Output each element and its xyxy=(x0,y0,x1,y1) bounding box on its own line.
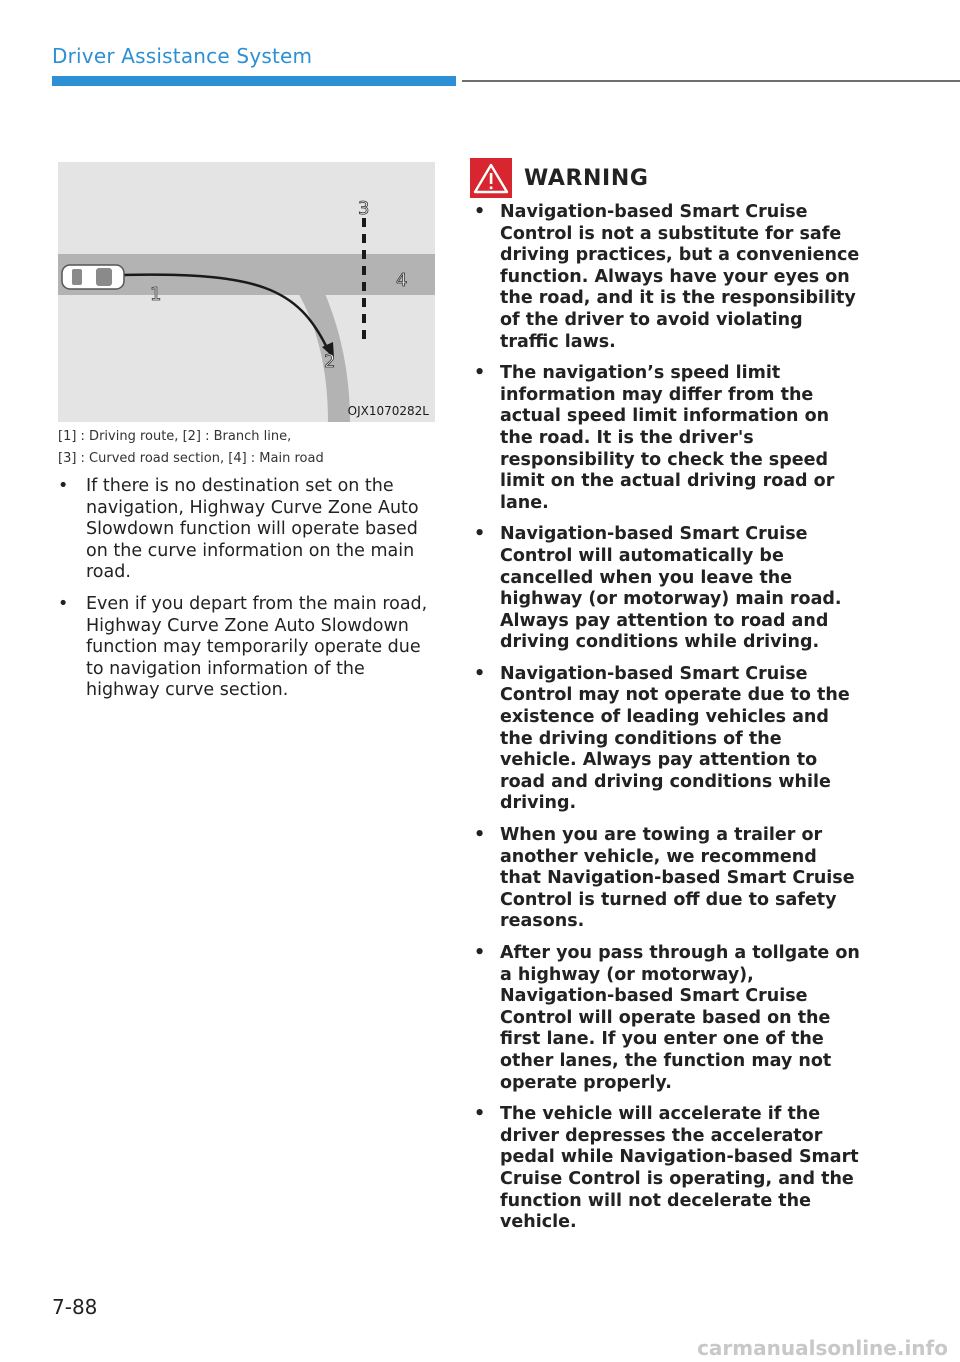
watermark: carmanualsonline.info xyxy=(697,1336,948,1360)
callout-1: 1 xyxy=(150,284,162,305)
callout-4: 4 xyxy=(396,270,408,291)
list-item: • The navigation’s speed limit information may differ from the actual speed limit information on the road. It is the driver's responsibility to check the speed limit on the actual driving road or lane. xyxy=(472,363,862,514)
car-icon xyxy=(62,265,124,289)
list-item: • Even if you depart from the main road, Highway Curve Zone Auto Slowdown function may temporarily operate due to navigation information of the highway curve section. xyxy=(58,594,438,702)
list-item: • The vehicle will accelerate if the driver depresses the accelerator pedal while Navigation-based Smart Cruise Control is operating, and the function will not decelerate the vehicle. xyxy=(472,1104,862,1234)
caption-line-1: [1] : Driving route, [2] : Branch line, xyxy=(58,429,292,444)
caption-line-2: [3] : Curved road section, [4] : Main road xyxy=(58,451,324,466)
list-item: • After you pass through a tollgate on a highway (or motorway), Navigation-based Smart Cruise Control will operate based on the first lane. If you enter one of the other lanes, the function may not operate properly. xyxy=(472,943,862,1094)
section-title: Driver Assistance System xyxy=(52,44,313,68)
warning-icon xyxy=(470,158,512,198)
figure-caption xyxy=(58,426,448,470)
warning-title: WARNING xyxy=(524,165,649,191)
road-diagram-figure xyxy=(58,162,435,422)
list-item: • Navigation-based Smart Cruise Control may not operate due to the existence of leading vehicles and the driving conditions of the vehicle. Always pay attention to road and driving conditions while driving. xyxy=(472,664,862,815)
list-item: • If there is no destination set on the navigation, Highway Curve Zone Auto Slowdown function will operate based on the curve information on the main road. xyxy=(58,476,438,584)
warning-list xyxy=(472,202,862,1244)
page-number: 7-88 xyxy=(52,1295,98,1319)
list-item: • When you are towing a trailer or another vehicle, we recommend that Navigation-based Smart Cruise Control is turned off due to safety reasons. xyxy=(472,825,862,933)
callout-2: 2 xyxy=(324,351,336,372)
callout-3: 3 xyxy=(358,198,370,219)
list-item: • Navigation-based Smart Cruise Control will automatically be cancelled when you leave the highway (or motorway) main road. Always pay attention to road and driving conditions while driving. xyxy=(472,524,862,654)
list-item: • Navigation-based Smart Cruise Control is not a substitute for safe driving practices, but a convenience function. Always have your eyes on the road, and it is the responsibility of the driver to avoid violating traffic laws. xyxy=(472,202,862,353)
figure-code: OJX1070282L xyxy=(347,404,429,418)
header-accent-bar xyxy=(52,76,456,86)
road-diagram xyxy=(58,162,435,422)
info-bullet-list xyxy=(58,476,438,712)
warning-header xyxy=(470,158,649,198)
header-rule xyxy=(462,80,960,82)
